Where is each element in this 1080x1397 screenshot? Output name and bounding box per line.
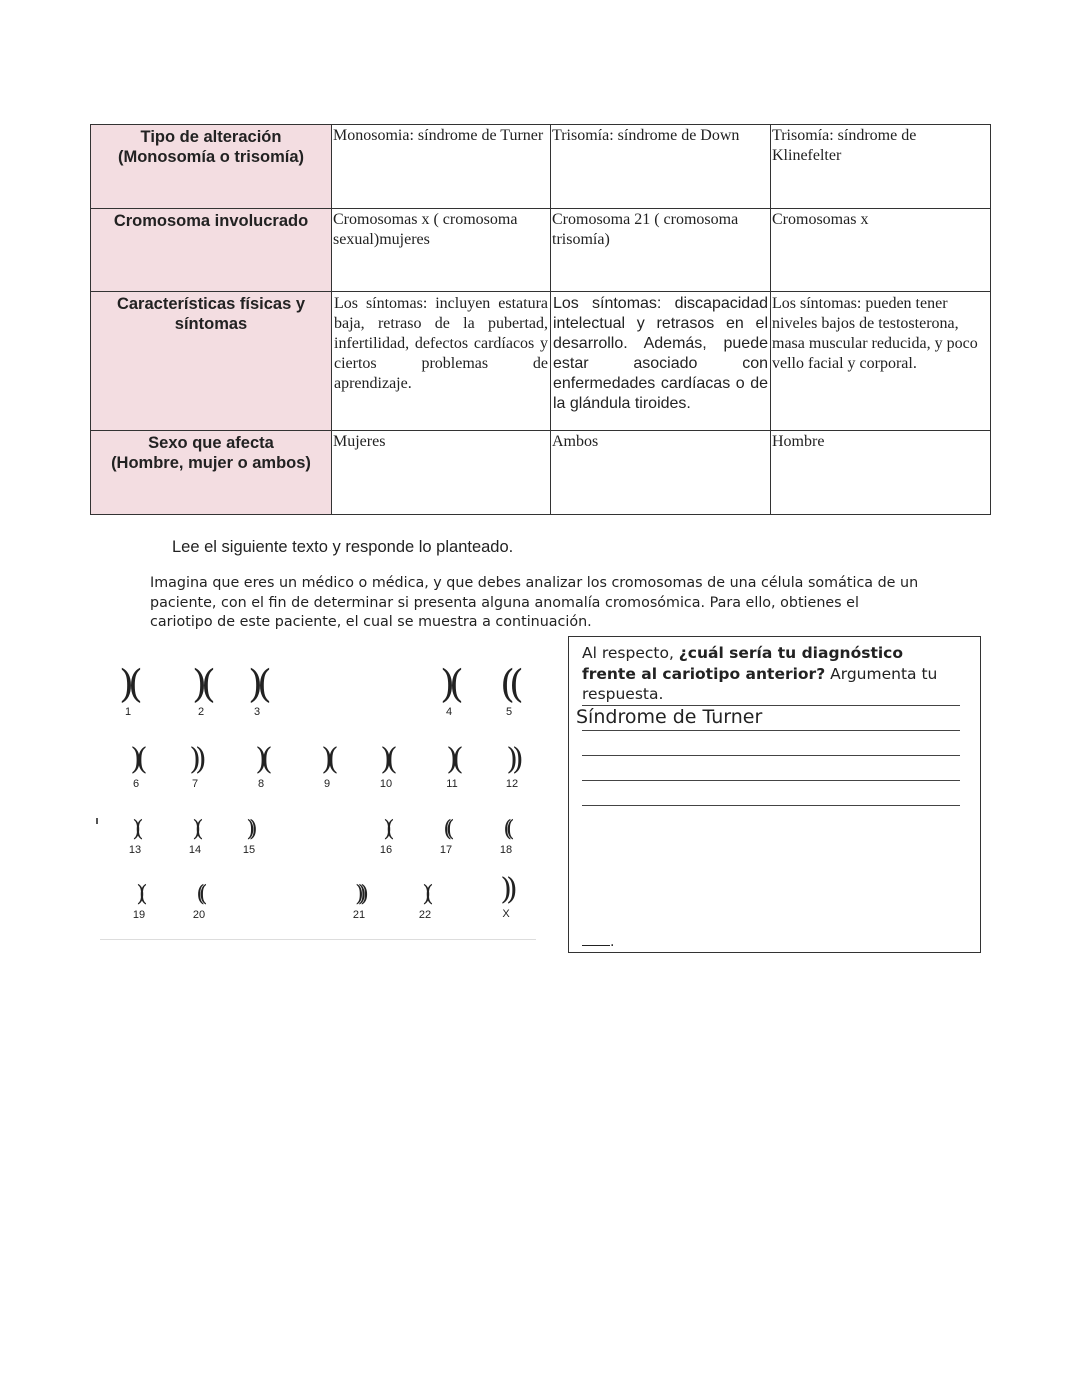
row-header-tipo — [91, 125, 332, 209]
chromosome-pair-2 — [176, 662, 226, 718]
chromosome-glyph: )( — [440, 662, 458, 706]
chromosome-pair-9 — [302, 742, 352, 790]
answer-line — [582, 755, 960, 756]
chromosome-glyph: )( — [136, 882, 142, 907]
chromosome-pair-12 — [487, 742, 537, 790]
chromosome-pair-13 — [110, 816, 160, 856]
header-line: síntomas — [174, 315, 248, 333]
chromosome-pair-3 — [232, 662, 282, 718]
chromosome-label: 6 — [132, 778, 140, 790]
chromosome-glyph: ))) — [355, 882, 363, 907]
chromosome-label: 9 — [323, 778, 331, 790]
question-bold: ¿cuál sería tu diagnóstico frente al cariotipo anterior? — [582, 644, 904, 683]
table-row — [91, 292, 991, 431]
chromosome-glyph: )( — [255, 742, 267, 777]
chromosome-label: 10 — [379, 778, 393, 790]
cell-turner-tipo: Monosomia: síndrome de Turner — [332, 125, 551, 209]
chromosome-glyph: (( — [503, 817, 509, 842]
chromosome-label: 21 — [352, 909, 366, 921]
cell-down-sintomas: Los síntomas: discapacidad intelectual y retrasos en el desarrollo. Además, puede estar asociado con enfermedades cardíacas o de la glándula tiroides. — [551, 292, 771, 431]
chromosome-glyph: )( — [132, 817, 138, 842]
chromosome-label: 15 — [242, 844, 256, 856]
chromosome-label: 4 — [445, 706, 453, 718]
header-line: (Monosomía o trisomía) — [117, 148, 305, 166]
header-line: (Hombre, mujer o ambos) — [111, 454, 311, 472]
header-line: Características físicas y — [116, 295, 306, 313]
stray-mark — [96, 818, 98, 824]
cell-turner-sexo: Mujeres — [332, 431, 551, 515]
header-line: Tipo de alteración — [140, 128, 282, 146]
chromosome-glyph: )( — [130, 742, 142, 777]
chromosome-glyph: )( — [380, 742, 392, 777]
chromosome-label: 5 — [505, 706, 513, 718]
chromosome-pair-18 — [481, 816, 531, 856]
chromosome-pair-5 — [484, 662, 534, 718]
chromosome-glyph: (( — [443, 817, 449, 842]
chromosome-label: 16 — [379, 844, 393, 856]
chromosome-label: 2 — [197, 706, 205, 718]
chromosome-label: 13 — [128, 844, 142, 856]
chromosome-glyph: (( — [500, 662, 518, 706]
chromosome-label: 3 — [253, 706, 261, 718]
question-suffix: Argumenta tu respuesta. — [582, 664, 938, 703]
chromosome-label: 14 — [188, 844, 202, 856]
row-header-cromosoma — [91, 209, 332, 292]
header-line: Sexo que afecta — [148, 434, 274, 452]
answer-line — [582, 780, 960, 781]
chromosome-pair-8 — [236, 742, 286, 790]
chromosome-label: 17 — [439, 844, 453, 856]
chromosome-label: 8 — [257, 778, 265, 790]
chromosome-glyph: )) — [500, 872, 512, 907]
chromosome-pair-20 — [174, 881, 224, 921]
cell-klinefelter-cromosoma: Cromosomas x — [771, 209, 991, 292]
chromosome-label: 1 — [124, 706, 132, 718]
chromosome-label: 12 — [505, 778, 519, 790]
chromosome-x — [481, 872, 531, 920]
figure-baseline — [100, 939, 536, 940]
chromosome-glyph: )) — [189, 742, 201, 777]
syndromes-table — [90, 124, 991, 515]
question-text — [582, 643, 962, 705]
chromosome-glyph: )) — [506, 742, 518, 777]
header-line: Cromosoma involucrado — [113, 212, 309, 230]
chromosome-pair-10 — [361, 742, 411, 790]
chromosome-label: 19 — [132, 909, 146, 921]
answer-line — [582, 730, 960, 731]
chromosome-glyph: (( — [196, 882, 202, 907]
chromosome-glyph: )) — [246, 817, 252, 842]
chromosome-glyph: )( — [192, 662, 210, 706]
chromosome-glyph: )( — [446, 742, 458, 777]
cell-turner-sintomas: Los síntomas: incluyen estatura baja, retraso de la pubertad, infertilidad, defectos cardíacos y ciertos problemas de aprendizaje. — [332, 292, 551, 431]
cell-klinefelter-sexo: Hombre — [771, 431, 991, 515]
chromosome-pair-15 — [224, 816, 274, 856]
chromosome-label: 7 — [191, 778, 199, 790]
answer-line — [582, 805, 960, 806]
chromosome-label: 18 — [499, 844, 513, 856]
cell-down-cromosoma: Cromosoma 21 ( cromosoma trisomía) — [551, 209, 771, 292]
chromosome-label: X — [502, 908, 510, 920]
instruction-text: Lee el siguiente texto y responde lo planteado. — [172, 538, 514, 556]
chromosome-label: 11 — [446, 778, 458, 790]
chromosome-pair-22 — [400, 881, 450, 921]
chromosome-pair-1 — [103, 662, 153, 718]
row-header-caracteristicas — [91, 292, 332, 431]
row-header-sexo — [91, 431, 332, 515]
question-prefix: Al respecto, — [582, 644, 679, 662]
scenario-text: Imagina que eres un médico o médica, y que debes analizar los cromosomas de una célula somática de un paciente, con el fin de determinar si presenta alguna anomalía cromosómica. Para ello, obtienes el cariotipo de este paciente, el cual se muestra a continuación. — [150, 575, 919, 630]
karyotype-figure — [100, 650, 540, 940]
chromosome-pair-16 — [361, 816, 411, 856]
chromosome-pair-17 — [421, 816, 471, 856]
chromosome-glyph: )( — [248, 662, 266, 706]
cell-down-tipo: Trisomía: síndrome de Down — [551, 125, 771, 209]
chromosome-pair-19 — [114, 881, 164, 921]
cell-klinefelter-tipo: Trisomía: síndrome de Klinefelter — [771, 125, 991, 209]
chromosome-pair-6 — [111, 742, 161, 790]
chromosome-glyph: )( — [321, 742, 333, 777]
table-row — [91, 209, 991, 292]
table-row — [91, 125, 991, 209]
chromosome-pair-21 — [334, 881, 384, 921]
chromosome-pair-4 — [424, 662, 474, 718]
answer-tail-blank — [582, 945, 610, 946]
chromosome-glyph: )( — [383, 817, 389, 842]
chromosome-label: 20 — [192, 909, 206, 921]
chromosome-glyph: )( — [192, 817, 198, 842]
chromosome-glyph: )( — [422, 882, 428, 907]
chromosome-pair-11 — [427, 742, 477, 790]
table-row — [91, 431, 991, 515]
cell-klinefelter-sintomas: Los síntomas: pueden tener niveles bajos de testosterona, masa muscular reducida, y poco vello facial y corporal. — [771, 292, 991, 431]
answer-text[interactable]: Síndrome de Turner — [576, 706, 763, 728]
answer-box — [568, 636, 981, 953]
cell-down-sexo: Ambos — [551, 431, 771, 515]
answer-line — [582, 705, 960, 706]
answer-tail-period: . — [610, 934, 615, 950]
chromosome-pair-14 — [170, 816, 220, 856]
cell-turner-cromosoma: Cromosomas x ( cromosoma sexual)mujeres — [332, 209, 551, 292]
chromosome-glyph: )( — [119, 662, 137, 706]
answer-tail — [582, 934, 614, 950]
chromosome-pair-7 — [170, 742, 220, 790]
chromosome-label: 22 — [418, 909, 432, 921]
